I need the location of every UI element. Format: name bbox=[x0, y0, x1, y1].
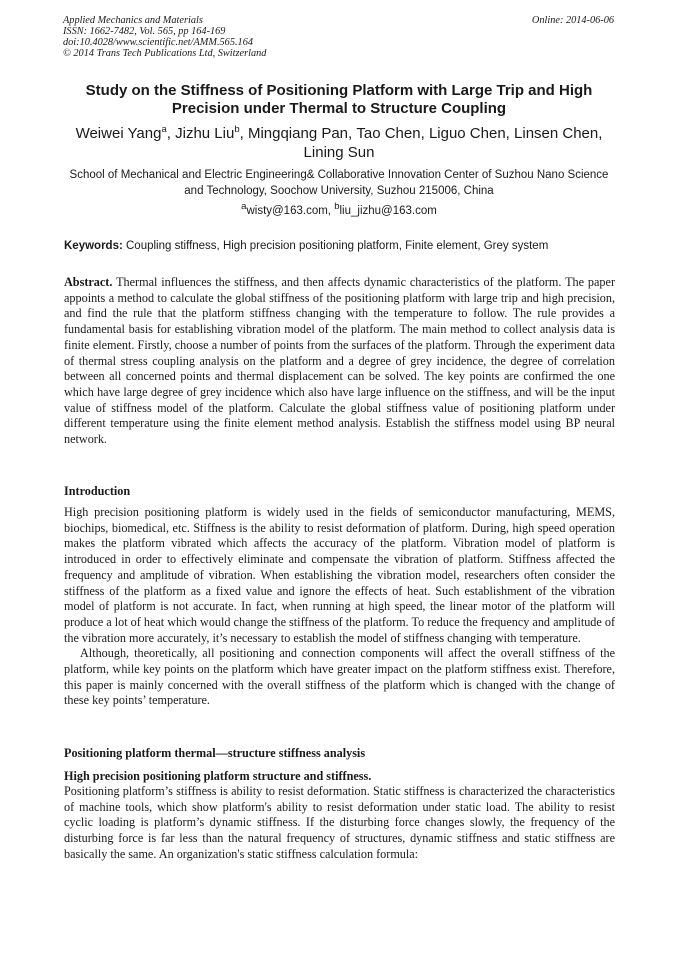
author-affiliation-mark: a bbox=[161, 124, 167, 135]
keywords-text: Coupling stiffness, High precision positioning platform, Finite element, Grey system bbox=[122, 240, 549, 252]
journal-header bbox=[63, 15, 614, 59]
author-emails bbox=[60, 201, 618, 218]
author-separator: , bbox=[166, 125, 176, 142]
author-list bbox=[50, 124, 628, 162]
email-mark-a: a bbox=[241, 201, 247, 213]
author-name: Lining Sun bbox=[303, 144, 375, 161]
abstract bbox=[64, 275, 615, 448]
author-separator: , bbox=[239, 125, 248, 142]
author-separator: , bbox=[348, 125, 357, 142]
affiliation: School of Mechanical and Electric Engineering& Collaborative Innovation Center of Suzhou Nano Science and Technology, Soochow University, Suzhou 215006, China bbox=[69, 169, 609, 197]
email-b[interactable]: liu_jizhu@163.com bbox=[339, 205, 437, 217]
journal-issn: ISSN: 1662-7482, Vol. 565, pp 164-169 bbox=[63, 26, 226, 37]
author-name: Jizhu Liu bbox=[175, 125, 235, 142]
abstract-text: Thermal influences the stiffness, and then affects dynamic characteristics of the platform. The paper appoints a method to calculate the global stiffness of the positioning platform with large trip and high precision, and find the rule that the platform stiffness changing with the temperature to follow. The rule provides a fundamental basis for establishing vibration model of the platform. The main method to collect analysis data is finite element. Firstly, choose a number of points from the surfaces of the platform. Through the experiment data of thermal stress coupling analysis on the platform and a degree of grey incidence, the degree of correlation between all concerned points and thermal displacement can be solved. The key points are confirmed the one which have large degree of grey incidence which also have large influence on the stiffness, and will be the input value of stiffness model of the platform. Calculate the global stiffness value of positioning platform under different temperature using the finite element method analysis. Establish the stiffness model using BP neural network. bbox=[64, 275, 615, 447]
introduction-paragraph-2: Although, theoretically, all positioning and connection components will affect the overall stiffness of the platform, while key points on the platform which have greater impact on the platform stiffness exist. Therefore, this paper is mainly concerned with the overall stiffness of the platform which is changed with the change of these key points’ temperature. bbox=[64, 646, 615, 708]
author bbox=[248, 125, 356, 142]
author bbox=[76, 125, 176, 142]
author-name: Mingqiang Pan bbox=[247, 125, 349, 142]
author-separator: , bbox=[598, 125, 603, 142]
author-name: Tao Chen bbox=[356, 125, 421, 142]
positioning-paragraph-1: Positioning platform’s stiffness is ability to resist deformation. Static stiffness is characterized the characteristics of machine tools, which show platform's ability to resist deformation under static load. The ability to resist cyclic loading is platform’s dynamic stiffness. If the disturbing force changes slowly, the frequency of the disturbing force is far less than the natural frequency of structures, dynamic stiffness and static stiffness are basically the same. An organization's static stiffness calculation formula: bbox=[64, 784, 615, 861]
author bbox=[356, 125, 429, 142]
author bbox=[514, 125, 602, 142]
author-separator: , bbox=[420, 125, 429, 142]
author-name: Liguo Chen bbox=[428, 125, 506, 142]
author bbox=[429, 125, 514, 142]
author bbox=[175, 125, 248, 142]
author-name: Weiwei Yang bbox=[75, 125, 162, 142]
keywords-label: Keywords: bbox=[64, 240, 123, 252]
positioning-section-heading: Positioning platform thermal—structure stiffness analysis bbox=[64, 746, 366, 760]
abstract-label: Abstract. bbox=[64, 275, 113, 289]
positioning-body bbox=[64, 784, 615, 863]
paper-title: Study on the Stiffness of Positioning Platform with Large Trip and High Precision under Thermal to Structure Coupling bbox=[85, 82, 593, 117]
introduction-paragraph-1: High precision positioning platform is widely used in the fields of semiconductor manufacturing, MEMS, biochips, biomedical, etc. Stiffness is the ability to resist deformation of platform. During, high speed operation makes the platform vibrated which affects the accuracy of the platform. Vibration model of platform is introduced in order to effectively eliminate and compensate the vibration of platform. Stiffness affected the frequency and amplitude of vibration. When establishing the vibration model, researchers often consider the stiffness of the platform as a fixed value and ignore the effects of heat. Such establishment of the vibration model of platform is not accurate. In fact, when running at high speed, the linear motor of the platform will produce a lot of heat which would change the stiffness of the platform. To reduce the frequency and amplitude of the vibration more accurately, it’s necessary to establish the model of stiffness changing with temperature. bbox=[64, 505, 616, 645]
online-date: Online: 2014-06-06 bbox=[531, 15, 614, 26]
email-mark-b: b bbox=[334, 201, 340, 213]
journal-name: Applied Mechanics and Materials bbox=[63, 15, 203, 26]
keywords bbox=[64, 239, 614, 253]
author-separator: , bbox=[505, 125, 515, 142]
positioning-subsection-heading: High precision positioning platform structure and stiffness. bbox=[64, 769, 372, 783]
journal-copyright: © 2014 Trans Tech Publications Ltd, Switzerland bbox=[63, 48, 267, 59]
email-a[interactable]: wisty@163.com, bbox=[246, 205, 335, 217]
introduction-body bbox=[64, 505, 615, 709]
author-affiliation-mark: b bbox=[234, 124, 240, 135]
introduction-heading: Introduction bbox=[64, 484, 131, 498]
author bbox=[304, 144, 375, 161]
author-name: Linsen Chen bbox=[514, 125, 599, 142]
journal-doi[interactable]: doi:10.4028/www.scientific.net/AMM.565.164 bbox=[63, 37, 253, 48]
